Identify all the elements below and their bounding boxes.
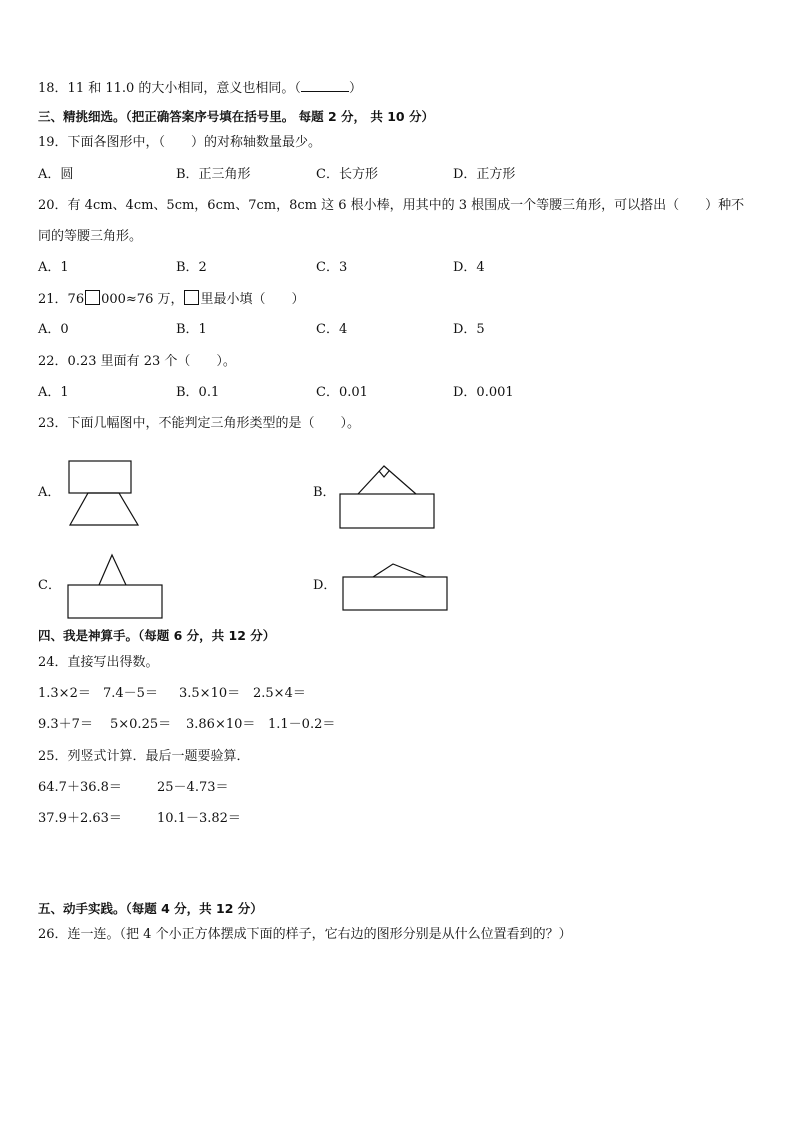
q23-label-b: B． (313, 485, 336, 500)
figure-b-rectangle (340, 494, 434, 528)
q21-option-a: A．0 (38, 322, 69, 337)
q20-option-b: B．2 (176, 260, 207, 275)
question-20-line1: 20．有 4cm、4cm、5cm，6cm、7cm，8cm 这 6 根小棒，用其中的 3 根围成一个等腰三角形，可以搭出（ ）种不 (38, 198, 745, 213)
question-25: 25．列竖式计算．最后一题要验算． (38, 749, 250, 764)
figure-a-triangle (70, 493, 138, 525)
q22-option-a: A．1 (38, 385, 69, 400)
question-18 (38, 79, 362, 98)
q21-option-c: C．4 (316, 322, 348, 337)
q24-item: 7.4－5＝ (103, 686, 158, 701)
figure-d-triangle (373, 564, 426, 577)
q19-option-d: D．正方形 (453, 167, 516, 182)
q21-middle: 000≈76 万， (101, 292, 184, 307)
question-23: 23．下面几幅图中，不能判定三角形类型的是（ ）。 (38, 416, 361, 431)
right-angle-mark (379, 471, 389, 477)
q25-item: 25－4.73＝ (157, 780, 229, 795)
q23-label-a: A． (38, 485, 61, 500)
q21-option-d: D．5 (453, 322, 485, 337)
section-5-title: 五、动手实践。（每题 4 分，共 12 分） (38, 901, 263, 916)
q25-item: 10.1－3.82＝ (157, 811, 241, 826)
question-21 (38, 290, 305, 309)
q25-item: 37.9＋2.63＝ (38, 811, 122, 826)
q19-option-a: A．圆 (38, 167, 74, 182)
q24-item: 1.3×2＝ (38, 686, 91, 701)
q23-figure-c (66, 552, 166, 622)
q24-item: 1.1－0.2＝ (268, 717, 336, 732)
q19-option-c: C．长方形 (316, 167, 378, 182)
figure-d-rectangle (343, 577, 447, 610)
q21-prefix: 21．76 (38, 292, 85, 307)
question-19: 19．下面各图形中，（ ）的对称轴数量最少。 (38, 135, 322, 150)
q22-option-c: C．0.01 (316, 385, 368, 400)
figure-c-triangle (99, 555, 126, 585)
q24-item: 9.3＋7＝ (38, 717, 93, 732)
question-24: 24．直接写出得数。 (38, 655, 159, 670)
q22-option-b: B．0.1 (176, 385, 220, 400)
q23-label-c: C． (38, 578, 61, 593)
q23-figure-b (338, 462, 438, 532)
q21-suffix: 里最小填（ ） (200, 292, 305, 307)
q19-option-b: B．正三角形 (176, 167, 251, 182)
q20-option-d: D．4 (453, 260, 485, 275)
figure-b-triangle (358, 466, 416, 494)
question-22: 22．0.23 里面有 23 个（ ）。 (38, 354, 236, 369)
q18-close: ） (348, 81, 362, 96)
q20-option-a: A．1 (38, 260, 69, 275)
question-20-line2: 同的等腰三角形。 (38, 229, 143, 244)
q24-item: 2.5×4＝ (253, 686, 306, 701)
figure-c-rectangle (68, 585, 162, 618)
q20-option-c: C．3 (316, 260, 348, 275)
section-4-title: 四、我是神算手。（每题 6 分，共 12 分） (38, 628, 276, 643)
answer-blank[interactable] (301, 79, 349, 92)
q24-item: 5×0.25＝ (110, 717, 172, 732)
blank-box (85, 290, 100, 305)
q24-item: 3.86×10＝ (186, 717, 256, 732)
question-26: 26．连一连。（把 4 个小正方体摆成下面的样子，它右边的图形分别是从什么位置看到的？） (38, 927, 572, 942)
q23-figure-a (66, 458, 146, 528)
blank-box (184, 290, 199, 305)
q23-figure-d (341, 562, 451, 616)
section-3-title: 三、精挑细选。（把正确答案序号填在括号里。 每题 2 分， 共 10 分） (38, 109, 434, 124)
q23-label-d: D． (313, 578, 337, 593)
q24-item: 3.5×10＝ (179, 686, 241, 701)
figure-a-rectangle (69, 461, 131, 493)
q25-item: 64.7＋36.8＝ (38, 780, 122, 795)
q22-option-d: D．0.001 (453, 385, 514, 400)
q18-text: 18．11 和 11.0 的大小相同，意义也相同。（ (38, 81, 301, 96)
q21-option-b: B．1 (176, 322, 207, 337)
